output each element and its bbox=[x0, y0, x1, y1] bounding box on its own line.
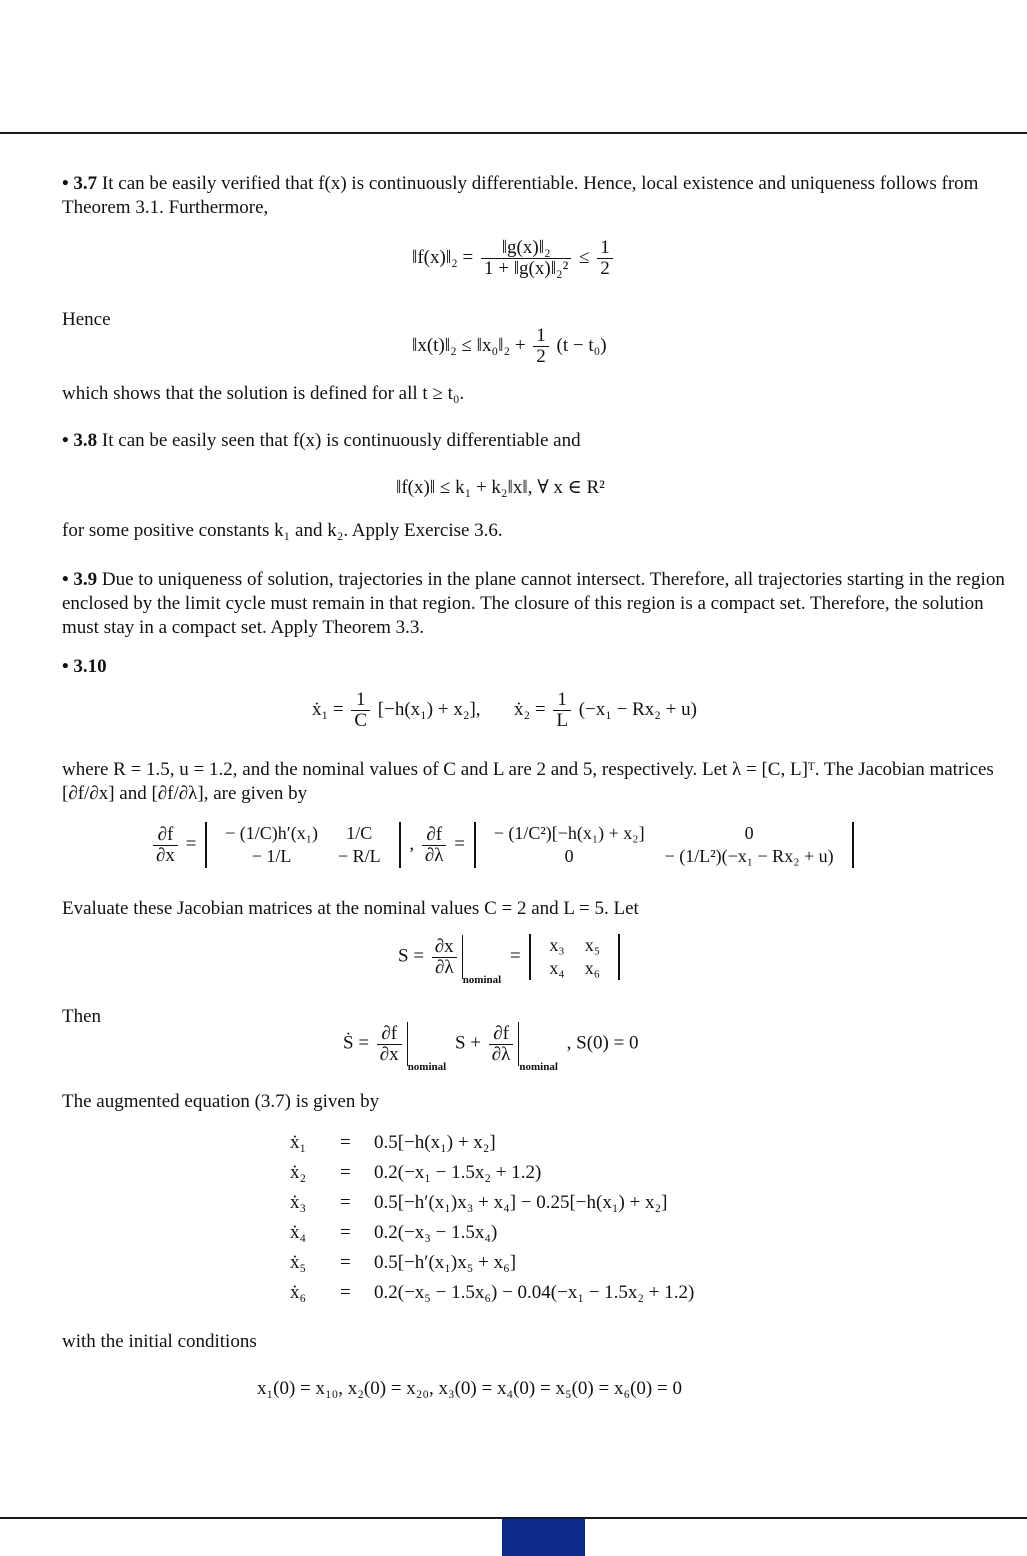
system-row: ẋ₂ = 0.2(−x₁ − 1.5x₂ + 1.2) bbox=[290, 1158, 694, 1188]
system-rhs: 0.5[−h′(x₁)x₅ + x₆] bbox=[374, 1252, 517, 1273]
eq-x2-num: 1 bbox=[553, 690, 571, 711]
equation-f-norm bbox=[412, 238, 616, 279]
eq2-left: ‖x(t)‖₂ ≤ ‖x₀‖₂ + bbox=[412, 334, 526, 356]
eq-x2-lhs: ẋ₂ = bbox=[514, 698, 546, 720]
eq1-right-den: 2 bbox=[600, 258, 610, 279]
text-3-7: It can be easily verified that f(x) is continuously differentiable. Hence, local existence and uniqueness follows from Theorem 3.1. Furthermore, bbox=[62, 173, 979, 218]
eq-x1-rhs: [−h(x₁) + x₂], bbox=[377, 698, 481, 720]
then-label: Then bbox=[62, 1006, 102, 1027]
paragraph-3-7 bbox=[62, 172, 1007, 220]
jx-m22: − R/L bbox=[337, 846, 381, 866]
sd-fraction-2 bbox=[489, 1024, 514, 1065]
jl-matrix bbox=[474, 822, 854, 868]
sd-num1: ∂f bbox=[377, 1024, 402, 1045]
eq1-den: 1 + ‖g(x)‖₂² bbox=[484, 258, 569, 279]
system-rhs: 0.2(−x₃ − 1.5x₄) bbox=[374, 1222, 498, 1243]
sd-mid: S + bbox=[454, 1032, 481, 1054]
text-augmented: The augmented equation (3.7) is given by bbox=[62, 1091, 380, 1112]
system-row: ẋ₅ = 0.5[−h′(x₁)x₅ + x₆] bbox=[290, 1248, 694, 1278]
sd-rhs: , S(0) = 0 bbox=[566, 1032, 639, 1054]
sd-den1: ∂x bbox=[379, 1043, 399, 1065]
eq1-fraction bbox=[481, 238, 571, 279]
jl-fraction bbox=[422, 825, 447, 866]
s-matrix bbox=[529, 934, 620, 980]
jx-m12: 1/C bbox=[346, 823, 373, 843]
jl-m12: 0 bbox=[744, 823, 754, 843]
page-footer-tab bbox=[502, 1519, 585, 1556]
s-m21: x₄ bbox=[549, 958, 565, 978]
equation-f-bound: ‖f(x)‖ ≤ k₁ + k₂‖x‖, ∀ x ∈ R² bbox=[396, 477, 605, 498]
eq1-num: ‖g(x)‖₂ bbox=[481, 238, 571, 259]
text-3-8-tail: for some positive constants k₁ and k₂. Apply Exercise 3.6. bbox=[62, 520, 503, 541]
eq-x1-num: 1 bbox=[351, 690, 370, 711]
bullet-3-7: • 3.7 bbox=[62, 173, 98, 194]
jl-den: ∂λ bbox=[424, 844, 444, 866]
augmented-system bbox=[290, 1128, 694, 1308]
text-3-9: Due to uniqueness of solution, trajectories in the plane cannot intersect. Therefore, all trajectories starting in the region enclosed by the limit cycle must remain in that region. The closure of this region is a compact set. Therefore, the solution must stay in a compact set. Apply Theorem 3.3. bbox=[62, 569, 1005, 638]
text-initial: with the initial conditions bbox=[62, 1331, 257, 1352]
system-row: ẋ₄ = 0.2(−x₃ − 1.5x₄) bbox=[290, 1218, 694, 1248]
eq-x1-den: C bbox=[354, 710, 368, 731]
system-lhs: ẋ₂ bbox=[290, 1162, 307, 1183]
eq2-right: (t − t₀) bbox=[556, 334, 607, 356]
eq2-den: 2 bbox=[536, 346, 546, 367]
system-lhs: ẋ₅ bbox=[290, 1252, 307, 1273]
jl-m21: 0 bbox=[564, 846, 574, 866]
sd-fraction-1 bbox=[377, 1024, 402, 1065]
equation-initial: x₁(0) = x₁₀, x₂(0) = x₂₀, x₃(0) = x₄(0) = x₅(0) = x₆(0) = 0 bbox=[257, 1378, 682, 1399]
text-3-10: where R = 1.5, u = 1.2, and the nominal values of C and L are 2 and 5, respectively. Let λ = [C, L]ᵀ. The Jacobian matrices [∂f/∂x] and [∂f/∂λ], are given by bbox=[62, 759, 994, 804]
eq-x2-den: L bbox=[556, 710, 568, 731]
s-fraction bbox=[432, 937, 457, 978]
text-evaluate: Evaluate these Jacobian matrices at the nominal values C = 2 and L = 5. Let bbox=[62, 898, 639, 919]
equation-S-dot bbox=[343, 1022, 639, 1073]
sd-lhs: Ṡ = bbox=[343, 1032, 370, 1054]
sd-den2: ∂λ bbox=[491, 1043, 511, 1065]
eq2-fraction bbox=[533, 326, 549, 367]
equation-jacobians: $\frac{\partial f}{\partial x}$ = − (1/C)h′(x₁) 1/C − 1/L − R/L , $\frac{\partial f}{\partial\lambda}$ = − (1/C²)[−h(x₁) + x₂] 0 0 − (1/L²)(−x₁ − Rx₂ + u) bbox=[150, 822, 858, 868]
system-rhs: 0.2(−x₁ − 1.5x₂ + 1.2) bbox=[374, 1162, 542, 1183]
top-rule bbox=[0, 132, 1027, 134]
eq1-right-fraction bbox=[597, 238, 613, 279]
text-3-7-tail: which shows that the solution is defined for all t ≥ t₀. bbox=[62, 383, 465, 404]
bullet-3-9: • 3.9 bbox=[62, 569, 98, 590]
equation-x-bound bbox=[412, 326, 607, 367]
text-3-8: It can be easily seen that f(x) is continuously differentiable and bbox=[101, 430, 581, 451]
system-lhs: ẋ₆ bbox=[290, 1282, 307, 1303]
s-num: ∂x bbox=[432, 937, 457, 958]
system-row: ẋ₁ = 0.5[−h(x₁) + x₂] bbox=[290, 1128, 694, 1158]
jl-num: ∂f bbox=[422, 825, 447, 846]
jx-m21: − 1/L bbox=[251, 846, 292, 866]
jx-den: ∂x bbox=[156, 844, 175, 866]
paragraph-3-8 bbox=[62, 429, 1007, 453]
system-rhs: 0.5[−h′(x₁)x₃ + x₄] − 0.25[−h(x₁) + x₂] bbox=[374, 1192, 668, 1213]
equation-state bbox=[312, 690, 697, 731]
eq1-left: ‖f(x)‖₂ = bbox=[412, 246, 474, 268]
bullet-3-10: • 3.10 bbox=[62, 656, 107, 677]
s-sub: nominal bbox=[462, 974, 502, 987]
equation-S: S = $\frac{\partial x}{\partial\lambda}$ $_{nominal}$ = x₃ x₅ x₄ x₆ bbox=[398, 934, 624, 986]
eq-x2-frac bbox=[553, 690, 571, 731]
system-rhs: 0.2(−x₅ − 1.5x₆) − 0.04(−x₁ − 1.5x₂ + 1.2) bbox=[374, 1282, 695, 1303]
system-lhs: ẋ₃ bbox=[290, 1192, 307, 1213]
sd-num2: ∂f bbox=[489, 1024, 514, 1045]
system-lhs: ẋ₄ bbox=[290, 1222, 307, 1243]
system-row: ẋ₃ = 0.5[−h′(x₁)x₃ + x₄] − 0.25[−h(x₁) + x₂] bbox=[290, 1188, 694, 1218]
system-lhs: ẋ₁ bbox=[290, 1132, 307, 1153]
eq-x1-frac bbox=[351, 690, 370, 731]
jl-m11: − (1/C²)[−h(x₁) + x₂] bbox=[493, 823, 645, 843]
system-row: ẋ₆ = 0.2(−x₅ − 1.5x₆) − 0.04(−x₁ − 1.5x₂ + 1.2) bbox=[290, 1278, 694, 1308]
eq-x1-lhs: ẋ₁ = bbox=[312, 698, 344, 720]
bullet-3-8: • 3.8 bbox=[62, 430, 98, 451]
s-den: ∂λ bbox=[434, 956, 454, 978]
eq-x2-rhs: (−x₁ − Rx₂ + u) bbox=[578, 698, 697, 720]
eq1-right-num: 1 bbox=[597, 238, 613, 259]
sd-sub1: nominal bbox=[407, 1061, 447, 1074]
s-m22: x₆ bbox=[584, 958, 600, 978]
jx-m11: − (1/C)h′(x₁) bbox=[225, 823, 318, 843]
jx-fraction bbox=[153, 825, 178, 866]
paragraph-3-10-heading bbox=[62, 655, 1007, 679]
jl-m22: − (1/L²)(−x₁ − Rx₂ + u) bbox=[664, 846, 834, 866]
jx-num: ∂f bbox=[153, 825, 178, 846]
s-m11: x₃ bbox=[549, 935, 565, 955]
eq2-num: 1 bbox=[533, 326, 549, 347]
sd-sub2: nominal bbox=[519, 1061, 558, 1074]
eq1-op: ≤ bbox=[579, 246, 590, 268]
hence-label: Hence bbox=[62, 309, 111, 330]
s-lhs: S = bbox=[398, 945, 425, 967]
jx-matrix bbox=[205, 822, 401, 868]
system-rhs: 0.5[−h(x₁) + x₂] bbox=[374, 1132, 496, 1153]
paragraph-3-9 bbox=[62, 568, 1007, 640]
s-m12: x₅ bbox=[584, 935, 600, 955]
